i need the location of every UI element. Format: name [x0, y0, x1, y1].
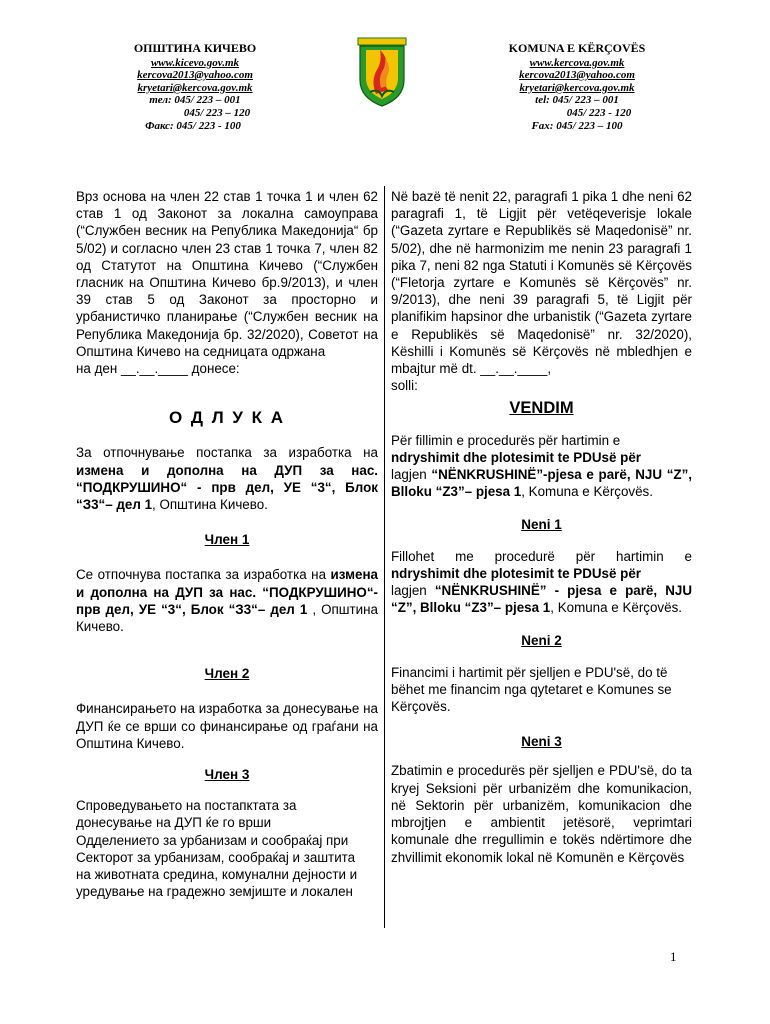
decision-bold-1-sq: ndryshimit dhe plotesimit te PDUsë për	[391, 449, 642, 465]
decision-title-mk: О Д Л У К А	[168, 408, 286, 428]
email-link-sq-1[interactable]: kercova2013@yahoo.com	[519, 69, 635, 82]
phone-mk-2: 045/ 223 – 120	[183, 106, 251, 119]
preamble-end-sq: solli:	[391, 378, 418, 394]
article-1-title-mk: Член 1	[204, 532, 250, 548]
article-3-line-4-mk: Секторот за урбанизам, сообраќај и заштита	[76, 849, 356, 865]
header-left	[65, 42, 325, 132]
phone-mk-1: тел: 045/ 223 – 001	[149, 94, 241, 107]
decision-intro-sq: Për fillimin e procedurës për hartimin e	[391, 432, 621, 448]
decision-tail-sq: , Komuna e Kërçovës.	[521, 484, 653, 500]
article-3-line-6-mk: уредување на градежно земјиште и локален	[76, 884, 353, 900]
column-divider	[384, 186, 385, 928]
article-3-title-sq: Neni 3	[521, 734, 562, 750]
article-2-body-sq: Financimi i hartimit për sjelljen e PDU'së, do të bëhet me financim nga qytetaret e Komunes se Kërçovës.	[391, 664, 672, 715]
email-link-mk-1[interactable]: kercova2013@yahoo.com	[137, 69, 253, 82]
decision-bold-2-sq: “NËNKRUSHINË”-pjesa e parë, NJU “Z”, Blloku “Z3”– pjesa 1	[391, 467, 692, 500]
column-albanian	[391, 188, 692, 866]
email-link-mk-2[interactable]: kryetari@kercova.gov.mk	[137, 81, 253, 94]
decision-body-sq	[391, 432, 692, 501]
decision-title-sq: VENDIM	[509, 399, 574, 418]
article-1-lagjen-sq: lagjen	[391, 583, 435, 599]
coat-of-arms-icon	[356, 36, 408, 108]
article-1-body-mk	[76, 566, 378, 635]
email-link-sq-2[interactable]: kryetari@kercova.gov.mk	[519, 81, 635, 94]
article-1-body-sq	[391, 548, 692, 617]
article-3-line-3-mk: Одделението за урбанизам и сообраќај при	[76, 832, 349, 848]
page-number: 1	[670, 949, 677, 964]
article-1-bold-1-sq: ndryshimit dhe plotesimit te PDUsë për	[391, 565, 642, 581]
header-right	[447, 42, 707, 132]
decision-lagjen-sq: lagjen	[391, 467, 432, 483]
article-3-body-mk	[76, 797, 378, 900]
municipality-title-mk: ОПШТИНА КИЧЕВО	[133, 41, 257, 55]
decision-intro-mk: За отпочнување постапка за изработка на	[76, 445, 378, 461]
preamble-sq: Në bazë të nenit 22, paragrafi 1 pika 1 dhe neni 62 paragrafi 1, të Ligjit për vetëqeverisje lokale (“Gazeta zyrtare e Republikës së Maqedonisë” nr. 5/02), dhe në harmonizim me nenin 23 paragrafi 1 pika 7, neni 82 nga Statuti i Komunës së Kërçovës (“Fletorja zyrtare e Komunës së Kërçovës” nr. 9/2013), dhe neni 39 paragrafi 5, të Ligjit për planifikim hapsinor dhe urbanistik (“Gazeta zyrtare e Republikës së Maqedonisë” nr. 32/2020), Këshilli i Komunës së Kërçovës në mbledhjen e mbajtur më dt. __.__.____,	[391, 189, 692, 377]
article-3-title-mk: Член 3	[204, 767, 250, 783]
municipality-title-sq: KOMUNA E KËRÇOVËS	[508, 41, 646, 55]
article-3-line-2-mk: донесување на ДУП ќе го врши	[76, 815, 272, 831]
article-2-body-mk: Финансирањето на изработка за донесување на ДУП ќе се врши со финансирање од граѓани на Општина Кичево.	[76, 701, 378, 751]
decision-bold-mk: измена и дополна на ДУП за нас. “ПОДКРУШИНО“ - прв дел, УЕ “3“, Блок “З3“– дел 1	[76, 462, 378, 513]
article-2-title-sq: Neni 2	[521, 633, 562, 649]
article-1-tail-sq: , Komuna e Kërçovës.	[550, 600, 682, 616]
column-macedonian	[76, 188, 378, 901]
article-3-body-sq: Zbatimin e procedurës për sjelljen e PDU'së, do ta kryej Seksioni për urbanizëm dhe komunikacion, në Sektorin për urbanizëm, komunikacion dhe mbrojtjen e ambientit jetësorë, veprimtari komunale dhe rregullimin e tokës ndërtimore dhe zhvillimit ekonomik lokal në Komunën e Kërçovës	[391, 763, 692, 865]
fax-mk: Факс: 045/ 223 - 100	[145, 119, 241, 132]
article-3-line-5-mk: на животната средина, комунални дејности и	[76, 867, 358, 883]
article-1-tail-mk: , Општина Кичево.	[76, 601, 378, 635]
phone-sq-1: tel: 045/ 223 – 001	[535, 94, 619, 107]
decision-tail-mk: , Општина Кичево.	[152, 497, 268, 513]
article-1-bold-mk: измена и дополна на ДУП за нас. “ПОДКРУШИНО“-прв дел, УЕ “3“, Блок “З3“– дел 1	[76, 567, 378, 617]
preamble-date-mk: на ден __.__.____ донесе:	[76, 361, 240, 377]
website-link-sq[interactable]: www.kercova.gov.mk	[529, 56, 625, 69]
website-link-mk[interactable]: www.kicevo.gov.mk	[150, 56, 240, 69]
phone-sq-2: 045/ 223 - 120	[566, 106, 632, 119]
decision-body-mk	[76, 444, 378, 513]
article-2-title-mk: Член 2	[204, 666, 250, 682]
article-1-bold-2-sq: “NËNKRUSHINË” - pjesa e parë, NJU “Z”, Blloku “Z3”– pjesa 1	[391, 583, 692, 616]
article-3-line-1-mk: Спроведувањето на постапктата за	[76, 798, 297, 814]
article-1-intro-sq: Fillohet me procedurë për hartimin e	[391, 548, 692, 564]
article-1-title-sq: Neni 1	[521, 517, 562, 533]
article-1-intro-mk: Се отпочнува постапка за изработка на	[76, 567, 327, 583]
preamble-mk: Врз основа на член 22 став 1 точка 1 и член 62 став 1 од Законот за локална самоуправа (“Службен весник на Република Македонија“ бр 5/02) и согласно член 23 став 1 точка 7, член 82 од Статутот на Општина Кичево (“Службен гласник на Општина Кичево бр.9/2013), и член 39 став 5 од Законот за просторно и урбанистичко планирање (“Службен весник на Република Македонија бр. 32/2020), Советот на Општина Кичево на седницата одржана	[76, 189, 378, 359]
fax-sq: Fax: 045/ 223 – 100	[531, 119, 623, 132]
